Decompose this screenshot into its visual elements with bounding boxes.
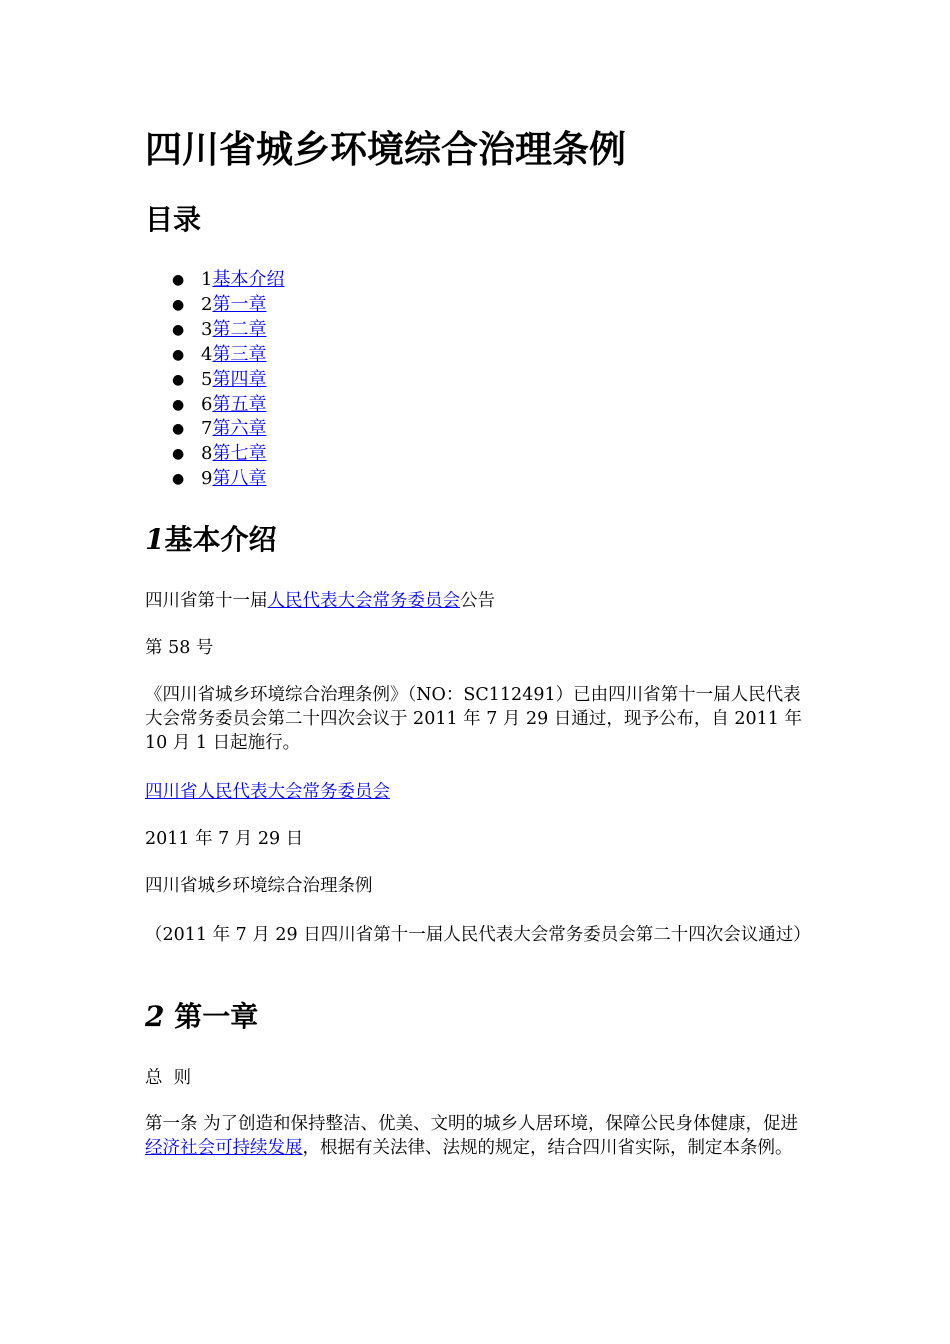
toc-item (145, 442, 284, 467)
toc-item (145, 393, 284, 418)
section-title: 第一章 (174, 1000, 259, 1033)
article-1 (145, 1112, 810, 1160)
section-number: 2 (145, 1000, 165, 1033)
bullet-icon: ● (172, 471, 185, 488)
toc-link-chapter-2[interactable]: 第二章 (212, 318, 267, 340)
announcement-number: 第 58 号 (145, 638, 214, 658)
text-span: ，根据有关法律、法规的规定，结合四川省实际，制定本条例。 (302, 1138, 793, 1158)
toc-link-chapter-8[interactable]: 第八章 (212, 468, 267, 490)
toc-item-number: 5 (201, 368, 213, 390)
text-span: 第一条 为了创造和保持整洁、优美、文明的城乡人居环境，保障公民身体健康，促进 (145, 1114, 799, 1134)
toc-item (145, 318, 284, 343)
toc-item (145, 268, 284, 293)
toc-link-chapter-3[interactable]: 第三章 (212, 343, 267, 365)
link-sustainable-development[interactable]: 经济社会可持续发展 (145, 1138, 303, 1158)
toc-item (145, 293, 284, 318)
toc-item-number: 1 (201, 269, 213, 290)
toc-item-number: 3 (201, 318, 213, 340)
chapter-subtitle: 总 则 (145, 1068, 192, 1088)
toc-item (145, 417, 284, 442)
bullet-icon: ● (172, 446, 185, 463)
toc-item-number: 2 (201, 293, 213, 315)
bullet-icon: ● (172, 346, 185, 363)
bullet-icon: ● (172, 296, 185, 313)
link-standing-committee[interactable]: 人民代表大会常务委员会 (267, 591, 460, 611)
toc-link-basic-intro[interactable]: 基本介绍 (212, 269, 285, 290)
bullet-icon: ● (172, 371, 185, 388)
toc-link-chapter-7[interactable]: 第七章 (212, 443, 267, 465)
toc-item-number: 7 (201, 418, 213, 440)
announcement-body: 《四川省城乡环境综合治理条例》（NO：SC112491）已由四川省第十一届人民代表大会常务委员会第二十四次会议于 2011 年 7 月 29 日通过，现予公布，自 2011 年 10 月 1 日起施行。 (145, 685, 802, 753)
section-heading-chapter-1 (145, 997, 258, 1037)
toc-item (145, 467, 284, 492)
toc-item-number: 6 (201, 393, 213, 415)
toc-item-number: 8 (201, 443, 213, 465)
adoption-note: （2011 年 7 月 29 日四川省第十一届人民代表大会常务委员会第二十四次会议通过） (145, 925, 811, 945)
toc-link-chapter-5[interactable]: 第五章 (212, 393, 267, 415)
toc-item-number: 4 (201, 343, 213, 365)
table-of-contents (145, 268, 284, 492)
toc-item (145, 368, 284, 393)
announcement-line (145, 589, 810, 613)
bullet-icon: ● (172, 396, 185, 413)
regulation-title: 四川省城乡环境综合治理条例 (145, 876, 373, 896)
issuer-line (145, 780, 810, 804)
toc-link-chapter-4[interactable]: 第四章 (212, 368, 267, 390)
link-provincial-committee[interactable]: 四川省人民代表大会常务委员会 (145, 782, 390, 802)
text-span: 四川省第十一届 (145, 591, 268, 611)
bullet-icon: ● (172, 421, 185, 438)
document-title: 四川省城乡环境综合治理条例 (145, 128, 626, 171)
section-number: 1 (145, 523, 165, 556)
section-title: 基本介绍 (164, 523, 277, 556)
toc-item (145, 343, 284, 368)
issue-date: 2011 年 7 月 29 日 (145, 829, 304, 849)
bullet-icon: ● (172, 321, 185, 338)
toc-heading: 目录 (145, 203, 202, 236)
toc-link-chapter-6[interactable]: 第六章 (212, 418, 267, 440)
toc-item-number: 9 (201, 468, 213, 490)
text-span: 公告 (460, 591, 495, 611)
section-heading-basic-intro (145, 520, 277, 560)
bullet-icon: ● (172, 272, 185, 288)
toc-link-chapter-1[interactable]: 第一章 (212, 293, 267, 315)
